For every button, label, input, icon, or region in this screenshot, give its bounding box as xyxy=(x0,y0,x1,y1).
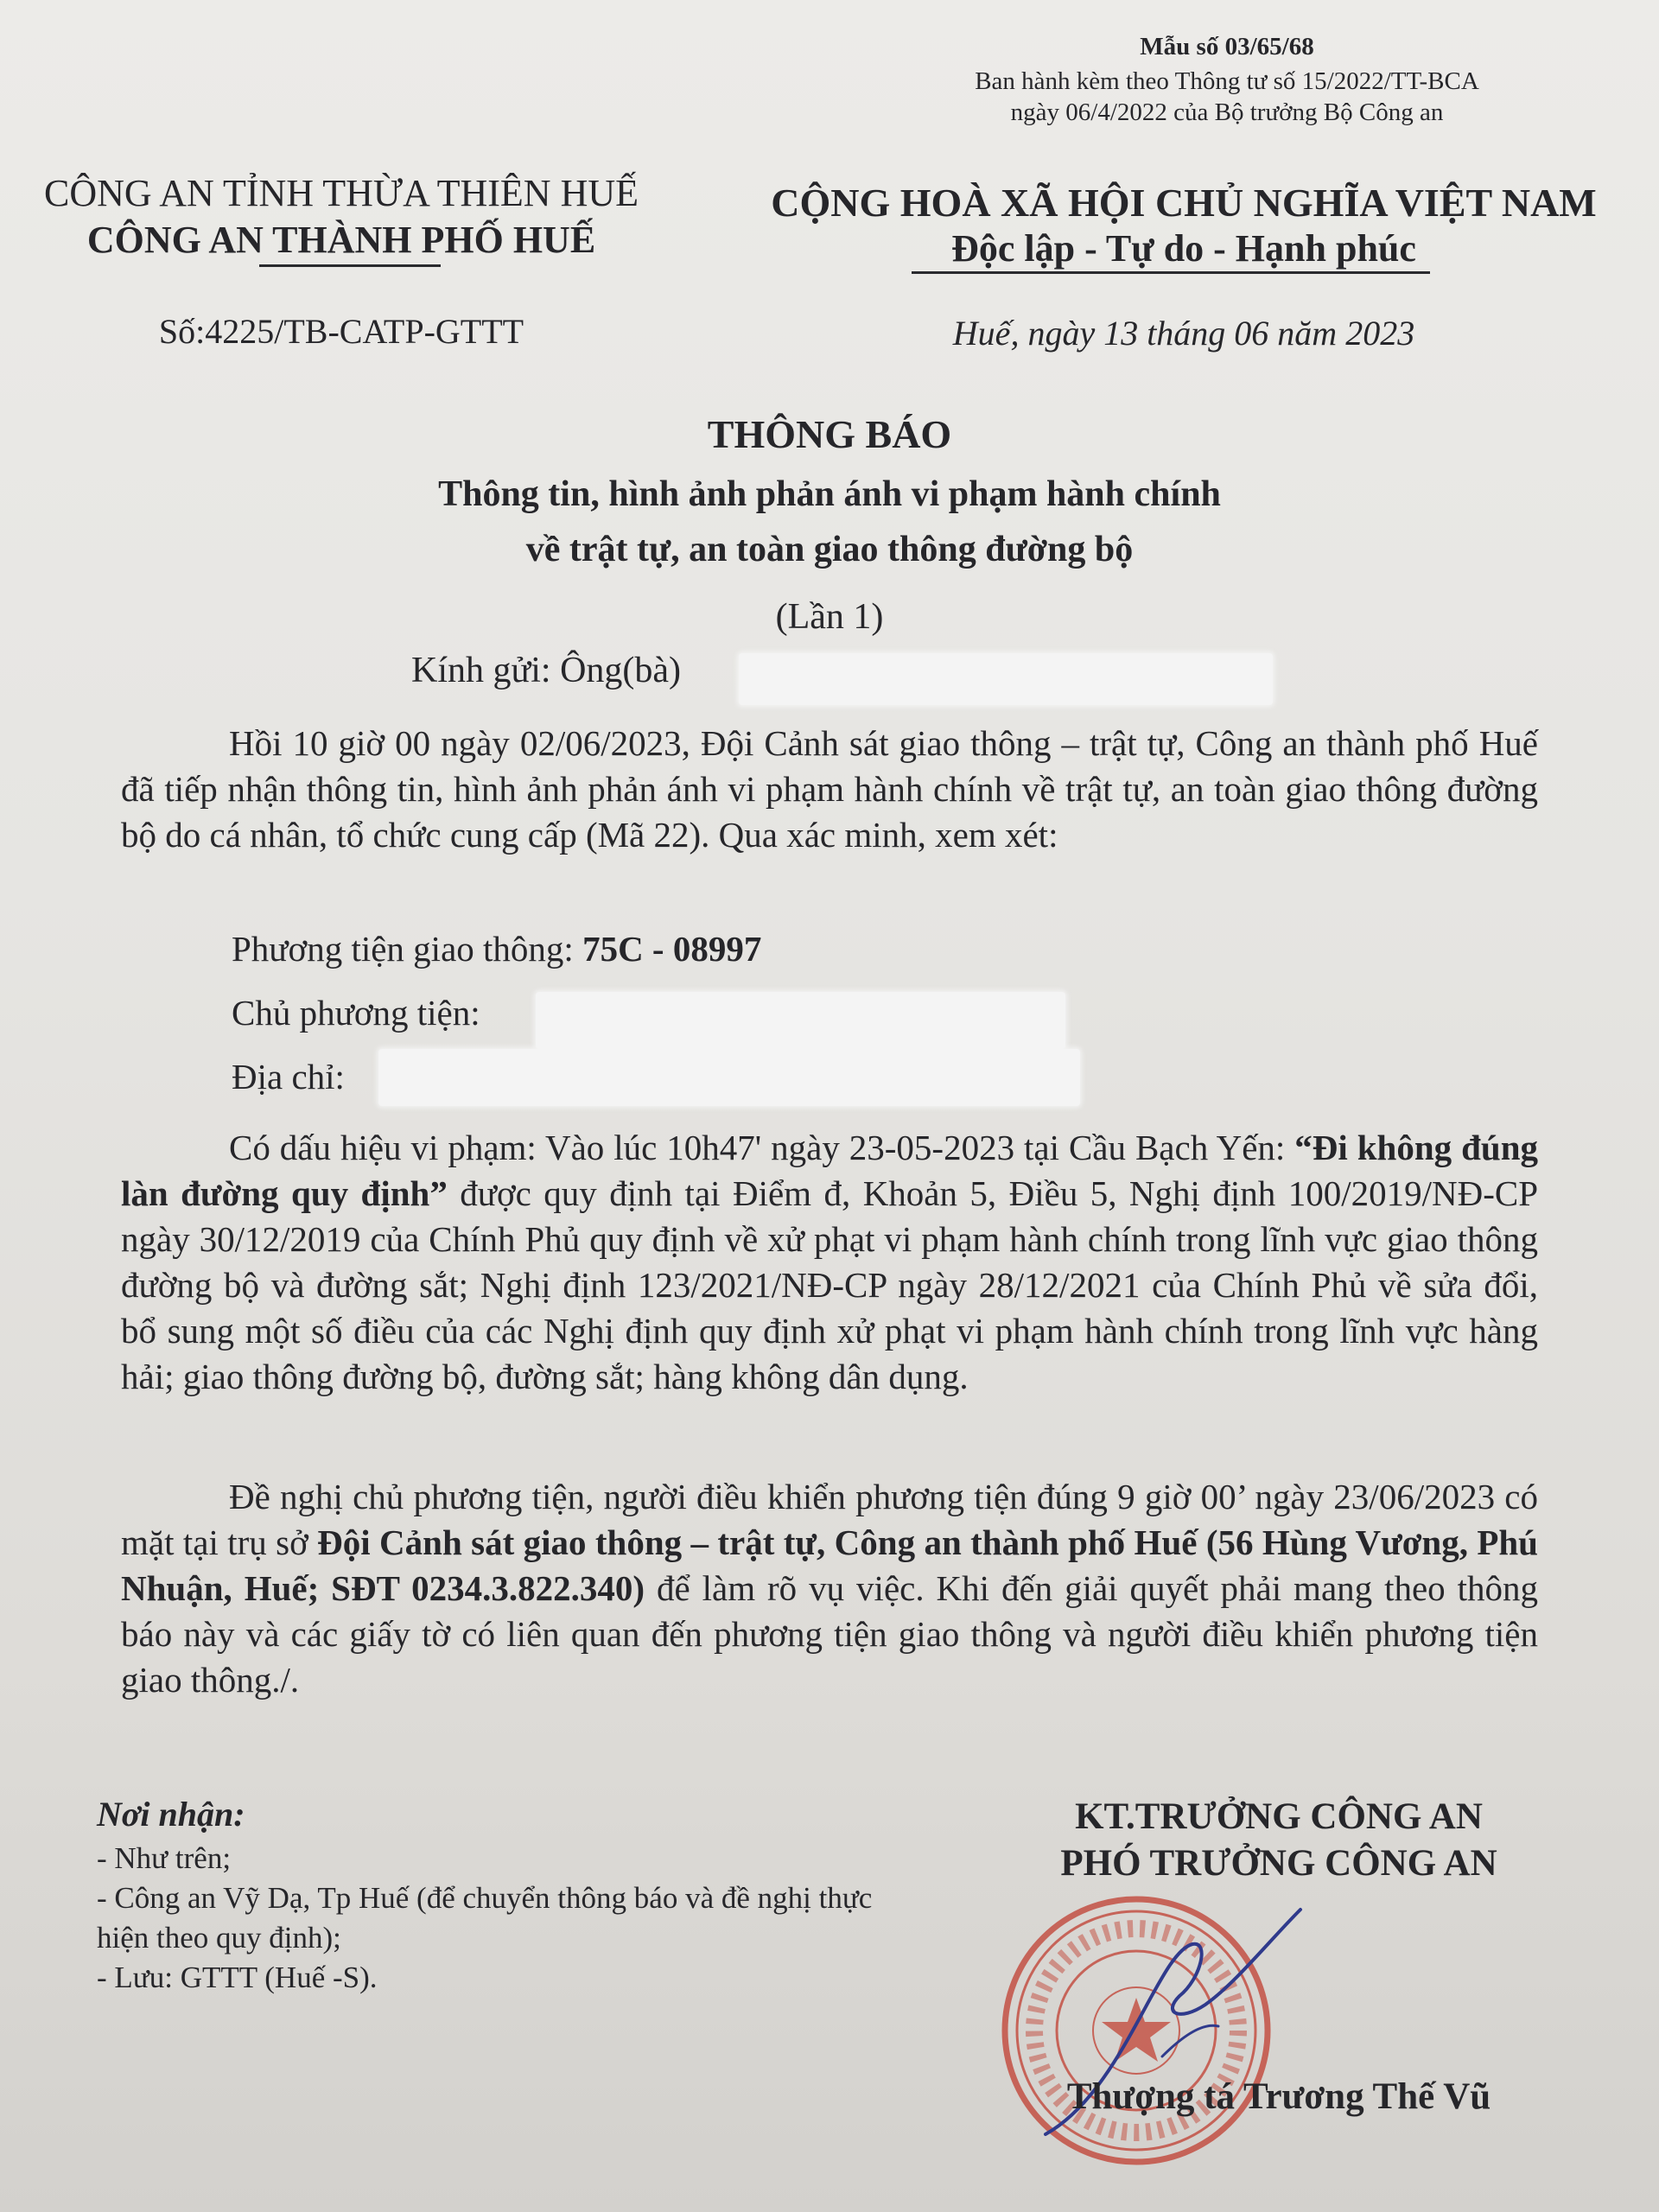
signature-title-1: KT.TRƯỞNG CÔNG AN xyxy=(1075,1796,1483,1837)
vehicle-line xyxy=(232,928,761,969)
form-issued-line-1: Ban hành kèm theo Thông tư số 15/2022/TT-BCA xyxy=(975,67,1479,95)
official-seal xyxy=(994,1875,1305,2186)
signature-title-2: PHÓ TRƯỞNG CÔNG AN xyxy=(1060,1843,1497,1884)
document-subtitle-2: về trật tự, an toàn giao thông đường bộ xyxy=(525,530,1134,569)
request-rest: để làm rõ vụ việc. Khi đến giải quyết phải mang theo thông báo này và các giấy tờ có liên quan đến phương tiện giao thông và người điều khiển phương tiện giao thông./. xyxy=(121,1568,1539,1700)
recipient-item: - Lưu: GTTT (Huế -S). xyxy=(97,1961,378,1994)
document-number: Số:4225/TB-CATP-GTTT xyxy=(158,312,524,351)
agency-name: CÔNG AN THÀNH PHỐ HUẾ xyxy=(86,219,596,261)
form-number: Mẫu số 03/65/68 xyxy=(1140,33,1314,60)
paragraph-request xyxy=(121,1474,1538,1703)
vehicle-label: Phương tiện giao thông: xyxy=(232,929,583,969)
request-office: Đội Cảnh sát giao thông – trật tự, Công an thành phố Huế (56 Hùng Vương, Phú Nhuận, Huế; SĐT 0234.3.822.340) xyxy=(121,1522,1538,1608)
agency-parent: CÔNG AN TỈNH THỪA THIÊN HUẾ xyxy=(43,172,639,214)
addressee-label: Kính gửi: Ông(bà) xyxy=(411,651,682,690)
vehicle-plate: 75C - 08997 xyxy=(582,929,762,969)
recipient-item: - Công an Vỹ Dạ, Tp Huế (để chuyển thông báo và đề nghị thực hiện theo quy định); xyxy=(97,1881,873,1955)
owner-label: Chủ phương tiện: xyxy=(232,993,480,1033)
paragraph-intro: Hồi 10 giờ 00 ngày 02/06/2023, Đội Cảnh sát giao thông – trật tự, Công an thành phố Huế đã tiếp nhận thông tin, hình ảnh phản ánh vi phạm hành chính về trật tự, an toàn giao thông đường bộ do cá nhân, tổ chức cung cấp (Mã 22). Qua xác minh, xem xét: xyxy=(121,723,1538,855)
place-date: Huế, ngày 13 tháng 06 năm 2023 xyxy=(952,314,1415,353)
national-motto: Độc lập - Tự do - Hạnh phúc xyxy=(951,227,1416,270)
document-subtitle-1: Thông tin, hình ảnh phản ánh vi phạm hành chính xyxy=(438,474,1221,514)
request-lead: Đề nghị chủ phương tiện, người điều khiển phương tiện đúng 9 giờ 00’ ngày 23/06/2023 có mặt tại trụ sở xyxy=(121,1477,1538,1562)
redaction-box-address xyxy=(378,1049,1080,1106)
motto-underline xyxy=(912,271,1430,274)
recipient-item: - Như trên; xyxy=(97,1841,232,1875)
violation-legal-basis: được quy định tại Điểm đ, Khoản 5, Điều 5, Nghị định 100/2019/NĐ-CP ngày 30/12/2019 của Chính Phủ quy định về xử phạt vi phạm hành chính trong lĩnh vực giao thông đường bộ và đường sắt; Nghị định 123/2021/NĐ-CP ngày 28/12/2021 của Chính Phủ về sửa đổi, bổ sung một số điều của các Nghị định quy định xử phạt vi phạm hành chính trong lĩnh vực hàng hải; giao thông đường bộ, đường sắt; hàng không dân dụng. xyxy=(121,1173,1538,1396)
violation-description: “Đi không đúng làn đường quy định” xyxy=(121,1128,1538,1213)
notice-round: (Lần 1) xyxy=(775,597,884,637)
paragraph-violation xyxy=(121,1125,1538,1400)
violation-lead: Có dấu hiệu vi phạm: Vào lúc 10h47' ngày 23-05-2023 tại Cầu Bạch Yến: xyxy=(229,1128,1295,1167)
agency-underline xyxy=(259,264,441,267)
signer-name: Thượng tá Trương Thế Vũ xyxy=(1066,2076,1491,2117)
form-issued-line-2: ngày 06/4/2022 của Bộ trưởng Bộ Công an xyxy=(1010,99,1444,126)
document-title: THÔNG BÁO xyxy=(707,412,952,456)
redaction-box-addressee xyxy=(739,653,1273,705)
redaction-box-owner xyxy=(536,992,1065,1049)
recipients-title: Nơi nhận: xyxy=(97,1795,245,1834)
national-name: CỘNG HOÀ XÃ HỘI CHỦ NGHĨA VIỆT NAM xyxy=(771,181,1597,225)
recipients-list xyxy=(97,1839,874,1998)
address-label: Địa chỉ: xyxy=(232,1057,345,1096)
